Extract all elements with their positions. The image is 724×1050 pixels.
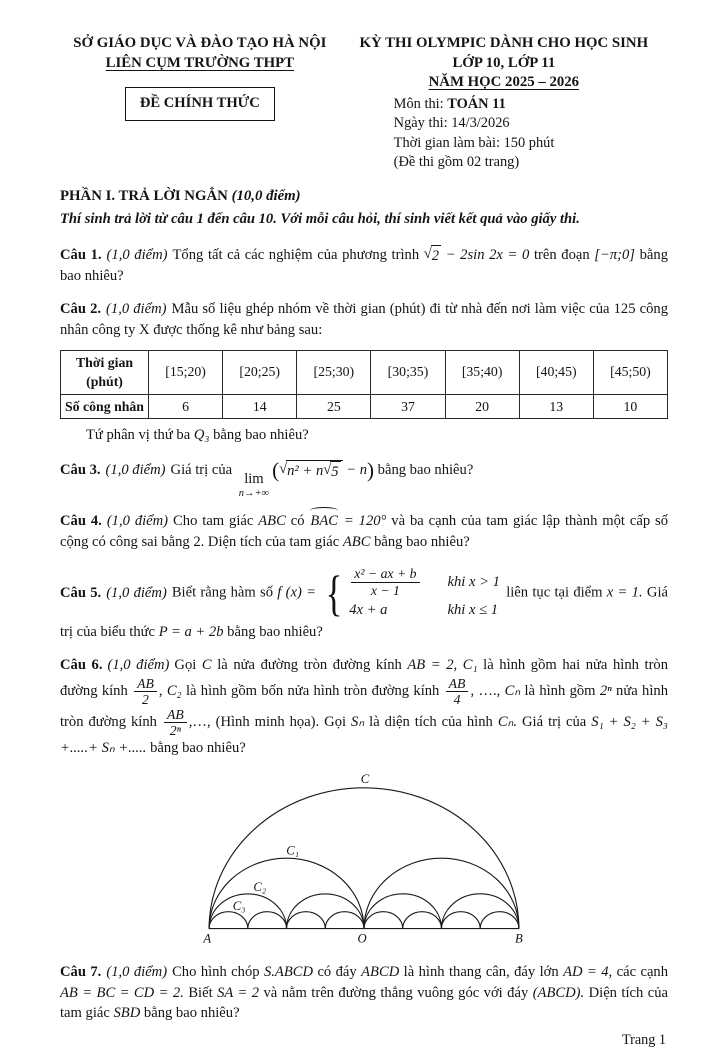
math-part: AD = 4, — [563, 963, 613, 980]
text-part: có đáy — [313, 963, 362, 980]
math-part: − 2sin 2x = 0 — [441, 246, 530, 263]
question-1 — [60, 245, 668, 287]
question-label: Câu 2. — [60, 301, 102, 318]
question-3 — [60, 457, 668, 499]
case-condition: khi x ≤ 1 — [447, 601, 499, 618]
text-part: Tứ phân vị thứ ba — [86, 427, 194, 444]
frequency-table — [60, 350, 668, 420]
math-part: f (x) = — [277, 584, 321, 601]
semicircles-figure — [195, 769, 533, 949]
arcs-C2 — [209, 894, 519, 929]
table-cell: 6 — [149, 394, 223, 419]
exam-info-block — [340, 95, 668, 173]
table-cell: [15;20) — [149, 350, 223, 394]
question-label: Câu 5. — [60, 584, 102, 601]
question-points: (1,0 điểm) — [107, 657, 170, 674]
figure-wrapper — [60, 769, 668, 956]
department-line2: LIÊN CỤM TRƯỜNG THPT — [105, 54, 295, 71]
math-part: SA = 2 — [217, 984, 260, 1001]
text-part: có — [285, 513, 310, 530]
text-part: bằng bao nhiêu? — [146, 740, 246, 757]
question-points: (1,0 điểm) — [106, 246, 168, 263]
exam-title-line2: LỚP 10, LỚP 11 — [452, 54, 556, 71]
table-cell: 14 — [223, 394, 297, 419]
text-part: Cho hình chóp — [172, 963, 264, 980]
section-instruction: Thí sinh trả lời từ câu 1 đến câu 10. Với mỗi câu hỏi, thí sinh viết kết quả vào giấy thi. — [60, 210, 580, 227]
fraction — [164, 707, 187, 738]
fraction — [351, 566, 419, 597]
figure-arcs — [209, 788, 519, 929]
question-6 — [60, 655, 668, 759]
text-part: Giá trị của — [517, 713, 592, 730]
arc-C — [209, 788, 519, 929]
paren-open: ( — [272, 457, 280, 482]
radicand: √ 2 — [431, 245, 441, 267]
figure-label-C: C — [360, 771, 370, 786]
figure-label-C2: C₂ — [253, 879, 267, 894]
math-part: AB = 2, — [407, 657, 458, 674]
math-part: − n — [342, 461, 368, 478]
text-part: bằng bao nhiêu? — [60, 246, 668, 285]
department-block — [60, 34, 340, 121]
numerator: AB — [164, 707, 187, 723]
text-part: Tổng tất cả các nghiệm của phương trình — [172, 246, 424, 263]
question-4 — [60, 511, 668, 552]
math-part: Cₙ. — [497, 713, 518, 730]
figure-label-B: B — [515, 931, 523, 946]
sqrt-expression — [424, 245, 441, 267]
limit-expression — [239, 472, 269, 499]
question-label: Câu 7. — [60, 963, 102, 980]
exam-title-line3: NĂM HỌC 2025 – 2026 — [428, 74, 580, 91]
math-part: C₁ — [462, 657, 478, 674]
text-part: bằng bao nhiêu? — [374, 461, 474, 478]
table-cell: [20;25) — [223, 350, 297, 394]
denominator: x − 1 — [370, 582, 400, 598]
table-cell: 13 — [519, 394, 593, 419]
text-part: nửa hình tròn đường kính — [60, 682, 669, 730]
exam-date: Ngày thi: 14/3/2026 — [393, 115, 510, 132]
row-header: Thời gian (phút) — [61, 350, 149, 394]
numerator: AB — [134, 676, 157, 692]
math-part: 4x + a — [349, 601, 388, 618]
text-part: Mẫu số liệu ghép nhóm về thời gian (phút) đi từ nhà đến nơi làm việc của 125 công nhân công ty X được thống kê như bảng sau: — [60, 301, 668, 338]
figure-label-O: O — [357, 931, 367, 946]
text-part: Cho tam giác — [173, 513, 259, 530]
figure-label-C3: C₃ — [232, 898, 246, 913]
text-part: Giá trị của — [170, 461, 236, 478]
table-cell: [40;45) — [519, 350, 593, 394]
pages-note: (Đề thi gồm 02 trang) — [393, 154, 520, 171]
text-part: và nằm trên đường thẳng vuông góc với đáy — [259, 984, 533, 1001]
question-points: (1,0 điểm) — [105, 461, 166, 478]
lim-subscript: n→+∞ — [238, 487, 270, 499]
question-points: (1,0 điểm) — [106, 513, 169, 530]
table-cell: [25;30) — [297, 350, 371, 394]
math-part: ABC — [258, 513, 286, 530]
case-condition: khi x > 1 — [447, 573, 500, 590]
cases-expression — [322, 566, 500, 620]
math-part: n² + n — [287, 462, 324, 479]
subject-line — [394, 95, 668, 115]
table-cell: 37 — [371, 394, 445, 419]
text-part: Diện tích của tam giác — [60, 984, 668, 1022]
text-part: , …., — [470, 682, 505, 699]
text-part: Biết rằng hàm số — [171, 584, 278, 601]
exam-title-block — [340, 34, 668, 173]
cases-grid — [349, 566, 500, 620]
section-title-text: PHẦN I. TRẢ LỜI NGẮN — [60, 187, 232, 204]
text-part: trên đoạn — [529, 246, 595, 263]
text-part: Biết — [183, 984, 218, 1001]
table-cell: [45;50) — [593, 350, 667, 394]
question-label: Câu 1. — [60, 246, 102, 263]
text-part: bằng bao nhiêu? — [223, 624, 323, 641]
text-part: liên tục tại điểm — [501, 584, 607, 601]
question-7 — [60, 962, 668, 1024]
math-part: ABC — [342, 533, 371, 550]
math-part: = 120° — [339, 513, 387, 530]
math-part: S.ABCD — [263, 963, 314, 980]
text-part: là hình gồm hai nửa hình tròn đường kính — [60, 657, 669, 699]
sqrt-expression — [323, 461, 340, 483]
math-part: SBD — [113, 1005, 141, 1022]
row-header: Số công nhân — [61, 394, 149, 419]
table-cell: 10 — [593, 394, 667, 419]
table-row — [61, 350, 668, 394]
text-part: bằng bao nhiêu? — [209, 427, 309, 444]
text-part: các cạnh — [612, 963, 669, 980]
question-points: (1,0 điểm) — [106, 584, 167, 601]
text-part: bằng bao nhiêu? — [370, 533, 470, 550]
question-points: (1,0 điểm) — [106, 301, 167, 318]
page-number: Trang 1 — [621, 1031, 666, 1048]
paren-close: ) — [367, 457, 375, 482]
math-part: Cₙ — [504, 682, 521, 699]
subject-label: Môn thi: — [393, 95, 448, 112]
question-points: (1,0 điểm) — [106, 963, 168, 980]
text-part: Gọi — [174, 657, 202, 674]
figure-label-C1: C₁ — [286, 843, 300, 858]
question-label: Câu 6. — [60, 657, 103, 674]
math-part: (ABCD). — [532, 984, 585, 1001]
math-part: C₂ — [166, 682, 182, 699]
text-part: ,…, (Hình minh họa). Gọi — [188, 713, 352, 730]
text-part: là hình thang cân, đáy lớn — [399, 963, 564, 980]
table-cell: [30;35) — [371, 350, 445, 394]
text-part: bằng bao nhiêu? — [140, 1005, 240, 1022]
question-5 — [60, 564, 668, 643]
table-cell: [35;40) — [445, 350, 519, 394]
text-part: là hình gồm — [520, 682, 600, 699]
math-part: S₁ + S₂ + S₃ +.....+ Sₙ +..... — [60, 713, 669, 757]
sqrt-expression — [279, 460, 342, 483]
math-part: C — [201, 657, 212, 674]
question-label: Câu 4. — [60, 513, 102, 530]
section-heading — [60, 186, 668, 207]
numerator: AB — [446, 676, 469, 692]
question-2 — [60, 299, 668, 340]
official-exam-stamp: ĐỀ CHÍNH THỨC — [125, 87, 275, 121]
table-cell: 25 — [297, 394, 371, 419]
text-part: là hình gồm bốn nửa hình tròn đường kính — [181, 682, 444, 699]
denominator: 4 — [453, 691, 461, 707]
angle-hat: BAC — [309, 511, 339, 532]
math-part: 2ⁿ — [599, 682, 612, 699]
math-part: ABCD — [361, 963, 400, 980]
question-label: Câu 3. — [60, 461, 101, 478]
question-2-followup — [60, 425, 668, 446]
department-line1: SỞ GIÁO DỤC VÀ ĐÀO TẠO HÀ NỘI — [73, 35, 327, 51]
text-part: là diện tích của hình — [364, 713, 498, 730]
text-part: , — [158, 682, 167, 699]
fraction — [446, 676, 469, 707]
math-part: x = 1. — [606, 584, 643, 601]
math-part: P = a + 2b — [158, 624, 224, 641]
math-part: Sₙ — [351, 713, 365, 730]
table-row — [61, 394, 668, 419]
exam-duration: Thời gian làm bài: 150 phút — [393, 134, 555, 151]
text-part: là nửa đường tròn đường kính — [211, 657, 408, 674]
radicand — [286, 460, 342, 483]
table-cell: 20 — [445, 394, 519, 419]
text-part: Giá trị của biểu thức — [60, 584, 668, 641]
denominator: 2 — [142, 691, 149, 707]
figure-label-A: A — [203, 931, 212, 946]
section-points: (10,0 điểm) — [231, 187, 301, 204]
math-part: [−π;0] — [594, 246, 635, 263]
radicand: √ 5 — [330, 461, 340, 483]
math-part: Q₃ — [193, 427, 210, 444]
lim-word: lim — [244, 470, 264, 487]
numerator: { x² − ax + b — [351, 566, 419, 582]
subject-value: TOÁN 11 — [447, 95, 506, 112]
exam-header — [60, 34, 668, 173]
fraction — [134, 676, 157, 707]
exam-title-line1: KỲ THI OLYMPIC DÀNH CHO HỌC SINH — [359, 35, 649, 51]
denominator: 2ⁿ — [169, 723, 181, 739]
page-footer — [60, 1030, 668, 1050]
math-part: AB = BC = CD = 2. — [60, 984, 184, 1001]
text-part: và ba cạnh của tam giác lập thành một cấp số cộng có công sai bằng 2. Diện tích của tam giác — [60, 513, 668, 550]
